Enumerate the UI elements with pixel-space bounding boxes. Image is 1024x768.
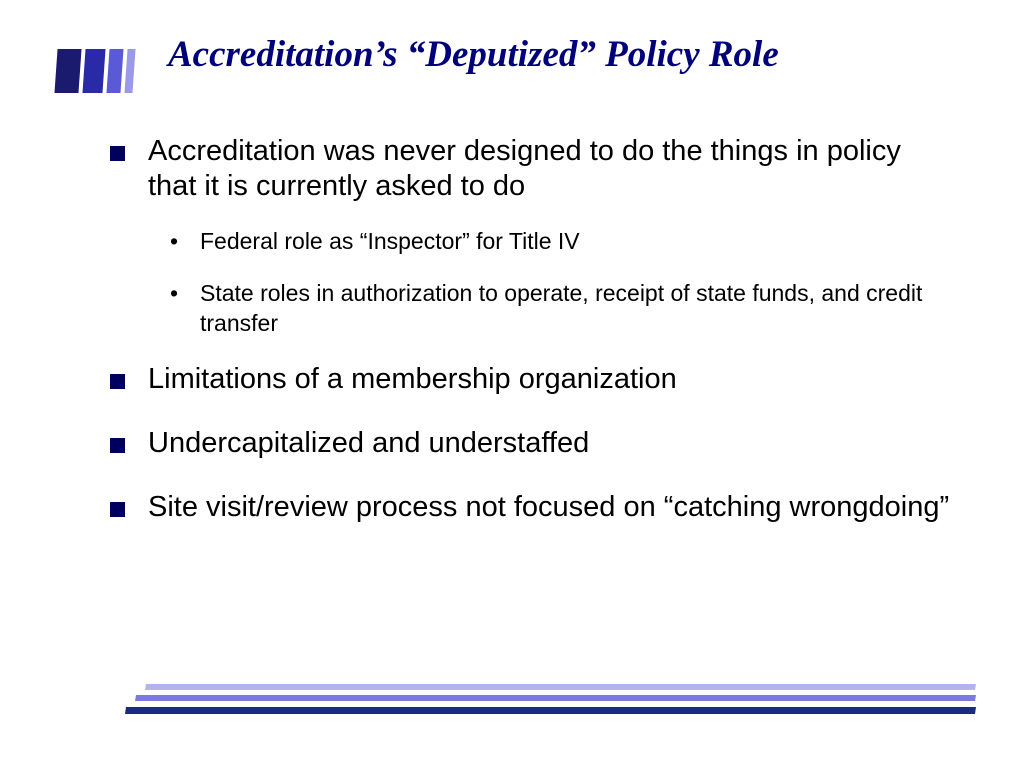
footer-line-mid <box>135 695 976 701</box>
bullet-text: Site visit/review process not focused on “catching wrongdoing” <box>148 491 950 523</box>
dot-bullet-icon: • <box>170 228 179 254</box>
bullet-item <box>104 362 954 397</box>
logo-bar <box>82 49 105 93</box>
bullet-item <box>104 490 954 525</box>
logo-bar <box>124 49 135 93</box>
logo-bars-icon <box>56 49 146 93</box>
square-bullet-icon <box>110 502 125 517</box>
bullet-text: Limitations of a membership organization <box>148 363 677 395</box>
sub-bullet-text: State roles in authorization to operate, receipt of state funds, and credit transfer <box>200 280 923 336</box>
bullet-text: Accreditation was never designed to do the things in policy that it is currently asked to do <box>148 135 901 202</box>
sub-bullet-item <box>104 226 954 256</box>
square-bullet-icon <box>110 374 125 389</box>
bullet-text: Undercapitalized and understaffed <box>148 427 590 459</box>
bullet-item <box>104 426 954 461</box>
dot-bullet-icon: • <box>170 280 179 306</box>
logo-bar <box>106 49 123 93</box>
sub-bullet-text: Federal role as “Inspector” for Title IV <box>200 228 580 254</box>
bullet-item <box>104 134 954 204</box>
footer-line-light <box>145 684 976 690</box>
square-bullet-icon <box>110 438 125 453</box>
logo-bar <box>54 49 81 93</box>
bullet-list <box>104 134 954 525</box>
footer-line-dark <box>125 707 976 714</box>
square-bullet-icon <box>110 146 125 161</box>
sub-bullet-item <box>104 278 954 338</box>
slide-title: Accreditation’s “Deputized” Policy Role <box>168 34 779 75</box>
